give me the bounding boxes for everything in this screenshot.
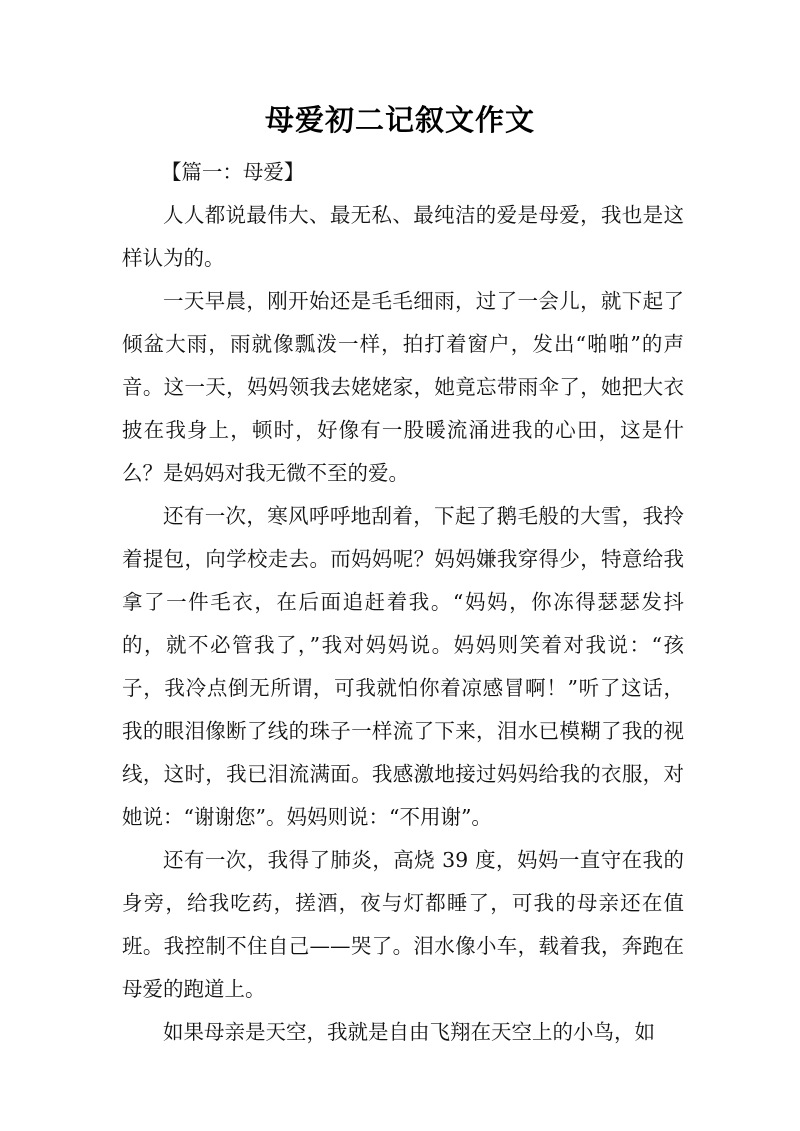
paragraph: 还有一次，寒风呼呼地刮着，下起了鹅毛般的大雪，我拎着提包，向学校走去。而妈妈呢？妈妈嫌我穿得少，特意给我拿了一件毛衣，在后面追赶着我。“妈妈，你冻得瑟瑟发抖的，就不必管我了，”我对妈妈说。妈妈则笑着对我说：“孩子，我冷点倒无所谓，可我就怕你着凉感冒啊！”听了这话，我的眼泪像断了线的珠子一样流了下来，泪水已模糊了我的视线，这时，我已泪流满面。我感激地接过妈妈给我的衣服，对她说：“谢谢您”。妈妈则说：“不用谢”。 [122, 504, 684, 829]
section-heading: 【篇一：母爱】 [160, 160, 305, 184]
document-body [122, 151, 684, 1054]
document-title: 母爱初二记叙文作文 [264, 103, 535, 137]
paragraph: 人人都说最伟大、最无私、最纯洁的爱是母爱，我也是这样认为的。 [122, 203, 684, 270]
paragraph: 还有一次，我得了肺炎，高烧 39 度，妈妈一直守在我的身旁，给我吃药，搓酒，夜与灯都睡了，可我的母亲还在值班。我控制不住自己——哭了。泪水像小车，载着我，奔跑在母爱的跑道上。 [122, 848, 684, 1001]
paragraph: 一天早晨，刚开始还是毛毛细雨，过了一会儿，就下起了倾盆大雨，雨就像瓢泼一样，拍打着窗户，发出“啪啪”的声音。这一天，妈妈领我去姥姥家，她竟忘带雨伞了，她把大衣披在我身上，顿时，好像有一股暖流涌进我的心田，这是什么？是妈妈对我无微不至的爱。 [122, 289, 684, 485]
paragraph: 如果母亲是天空，我就是自由飞翔在天空上的小鸟，如 [163, 1020, 655, 1044]
